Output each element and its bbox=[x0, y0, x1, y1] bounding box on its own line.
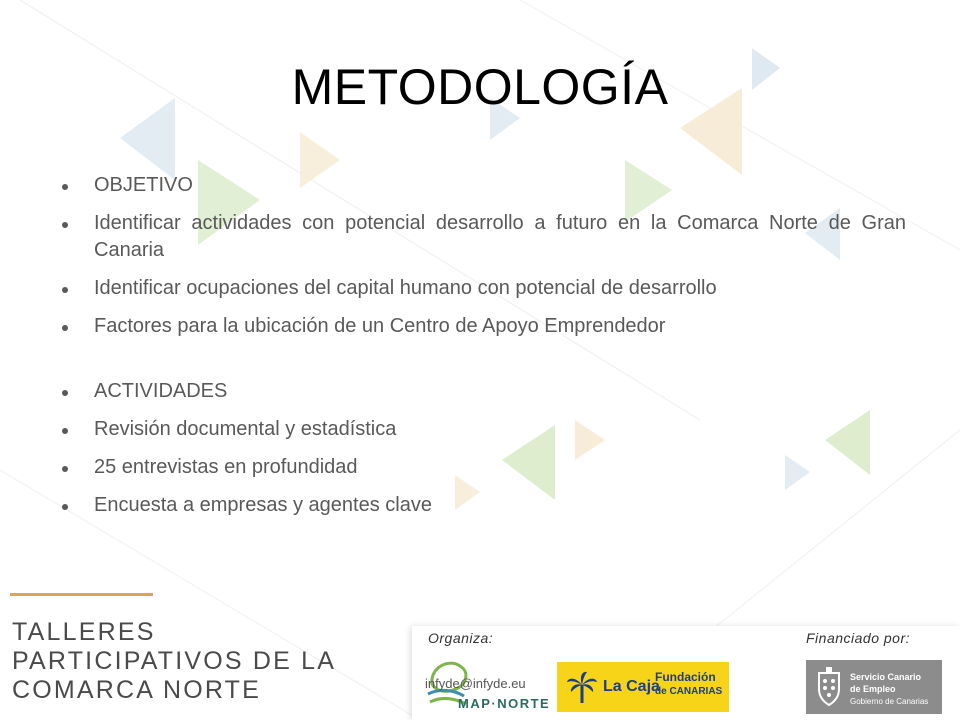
footer-title-line: TALLERES bbox=[12, 618, 156, 646]
bullet-dot bbox=[62, 428, 68, 434]
bullet-item bbox=[62, 313, 906, 340]
bullet-text: ACTIVIDADES bbox=[94, 380, 228, 402]
bullet-text: Identificar actividades con potencial desarrollo a futuro en la Comarca Norte de Gran Canaria bbox=[94, 212, 906, 261]
scce-line1: Servicio Canario bbox=[850, 672, 922, 682]
map-norte-text: MAP·NORTE bbox=[458, 696, 551, 711]
bullet-text: Factores para la ubicación de un Centro de Apoyo Emprendedor bbox=[94, 315, 666, 337]
scce-logo bbox=[806, 660, 942, 714]
bullet-text: Revisión documental y estadística bbox=[94, 418, 397, 440]
bullet-item bbox=[62, 210, 906, 264]
organiza-label: Organiza: bbox=[428, 630, 494, 646]
bullet-item bbox=[62, 416, 906, 443]
bullet-item bbox=[62, 172, 906, 199]
bullet-item bbox=[62, 378, 906, 405]
lacaja-logo bbox=[557, 662, 729, 712]
slide-title: METODOLOGÍA bbox=[291, 59, 669, 115]
scce-line2: de Empleo bbox=[850, 684, 896, 694]
footer-accent-line bbox=[10, 593, 153, 596]
bullet-text: Encuesta a empresas y agentes clave bbox=[94, 494, 432, 516]
bullet-item bbox=[62, 492, 906, 519]
bullet-text: OBJETIVO bbox=[94, 174, 193, 196]
financiado-label: Financiado por: bbox=[806, 630, 911, 646]
footer-title-line: COMARCA NORTE bbox=[12, 676, 261, 704]
footer-title-line: PARTICIPATIVOS DE LA bbox=[12, 647, 337, 675]
bullet-dot bbox=[62, 222, 68, 228]
email-text: infyde@infyde.eu bbox=[425, 676, 526, 691]
bullet-dot bbox=[62, 184, 68, 190]
bullet-item bbox=[62, 275, 906, 302]
lacaja-fundacion: Fundación bbox=[655, 670, 716, 684]
bullet-dot bbox=[62, 287, 68, 293]
bullet-text: 25 entrevistas en profundidad bbox=[94, 456, 358, 478]
bullet-dot bbox=[62, 466, 68, 472]
bullet-dot bbox=[62, 504, 68, 510]
palm-icon bbox=[565, 670, 599, 704]
footer-title bbox=[12, 618, 336, 705]
bullet-text: Identificar ocupaciones del capital humano con potencial de desarrollo bbox=[94, 277, 717, 299]
lacaja-name: La Caja bbox=[603, 678, 660, 695]
scce-line3: Gobierno de Canarias bbox=[850, 697, 929, 706]
bullet-item bbox=[62, 454, 906, 481]
bullet-dot bbox=[62, 325, 68, 331]
bullet-dot bbox=[62, 390, 68, 396]
coat-of-arms-icon bbox=[814, 667, 844, 707]
lacaja-canarias: de CANARIAS bbox=[655, 686, 723, 697]
bullet-list bbox=[62, 172, 906, 530]
